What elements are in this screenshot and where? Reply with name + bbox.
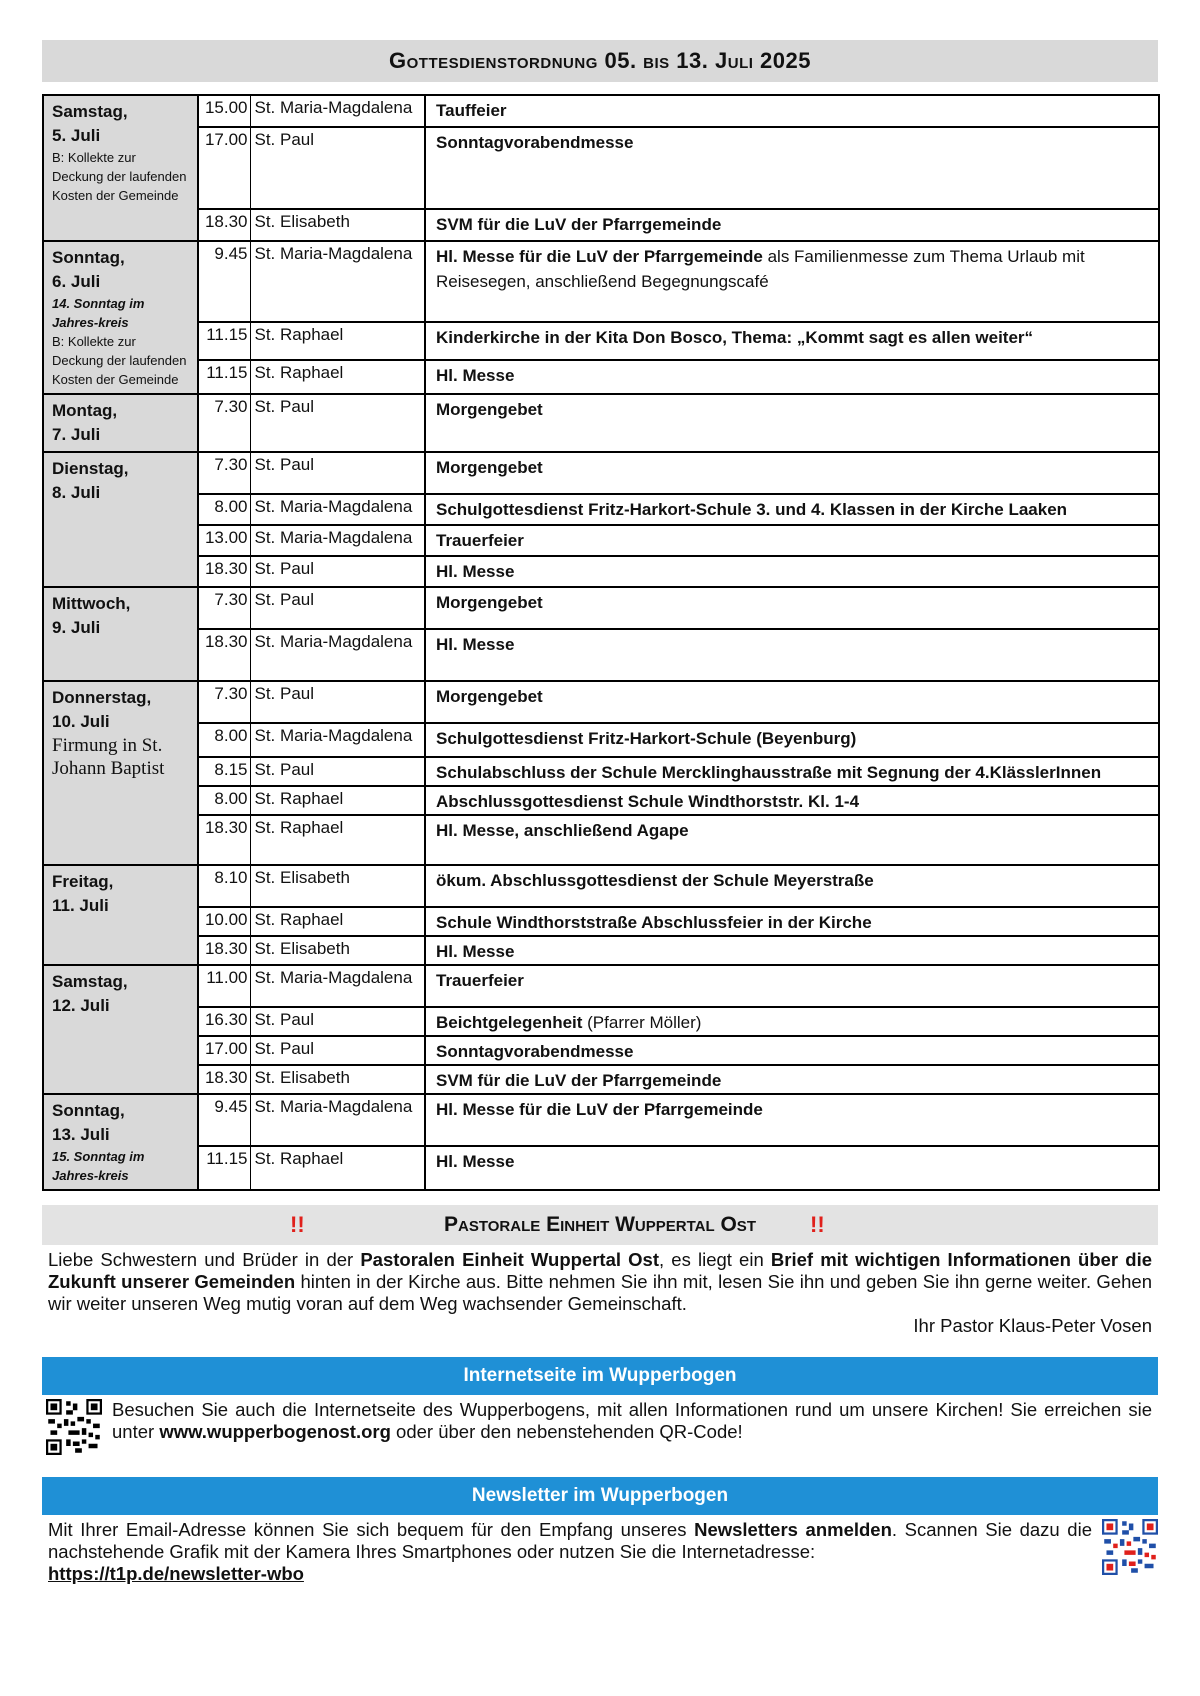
event-cell [425, 723, 1159, 757]
event-title: Schule Windthorststraße Abschlussfeier in der Kirche [436, 913, 872, 932]
event-cell [425, 95, 1159, 127]
event-cell [425, 681, 1159, 723]
pastoral-signature: Ihr Pastor Klaus-Peter Vosen [913, 1315, 1152, 1336]
time-cell: 11.15 [198, 322, 250, 360]
event-cell [425, 587, 1159, 629]
day-name: Sonntag, [52, 1101, 125, 1120]
event-title: Morgengebet [436, 593, 543, 612]
location-cell: St. Maria-Magdalena [250, 95, 425, 127]
newsletter-bold: Newsletters anmelden [694, 1519, 892, 1540]
pastoral-bold-1: Pastoralen Einheit Wuppertal Ost [360, 1249, 659, 1270]
time-cell: 9.45 [198, 241, 250, 322]
schedule-row [43, 95, 1159, 127]
location-cell: St. Paul [250, 394, 425, 452]
event-cell [425, 556, 1159, 587]
time-cell: 7.30 [198, 452, 250, 494]
location-cell: St. Maria-Magdalena [250, 494, 425, 525]
location-cell: St. Maria-Magdalena [250, 965, 425, 1007]
event-cell [425, 241, 1159, 322]
newsletter-qr-code-icon[interactable] [1102, 1519, 1158, 1575]
day-date: 6. Juli [52, 272, 101, 291]
schedule-row [43, 815, 1159, 865]
time-cell: 11.00 [198, 965, 250, 1007]
event-cell [425, 394, 1159, 452]
day-name: Sonntag, [52, 248, 125, 267]
newsletter-text [48, 1519, 1092, 1585]
time-cell: 7.30 [198, 587, 250, 629]
event-title: Morgengebet [436, 687, 543, 706]
event-title: Schulgottesdienst Fritz-Harkort-Schule 3. und 4. Klassen in der Kirche Laaken [436, 500, 1068, 519]
time-cell: 9.45 [198, 1094, 250, 1146]
day-name: Dienstag, [52, 459, 129, 478]
event-cell [425, 865, 1159, 907]
event-title: Hl. Messe [436, 942, 515, 961]
schedule-row [43, 209, 1159, 241]
day-date: 8. Juli [52, 483, 101, 502]
day-name: Mittwoch, [52, 594, 131, 613]
location-cell: St. Raphael [250, 322, 425, 360]
day-cell [43, 965, 198, 1094]
time-cell: 17.00 [198, 127, 250, 209]
schedule-row [43, 1146, 1159, 1190]
event-cell [425, 757, 1159, 786]
event-title: Schulgottesdienst Fritz-Harkort-Schule (Beyenburg) [436, 729, 857, 748]
event-cell [425, 360, 1159, 394]
exclamation-left: !! [290, 1212, 305, 1237]
day-name: Samstag, [52, 102, 128, 121]
event-title: Hl. Messe [436, 562, 515, 581]
schedule-row [43, 494, 1159, 525]
event-cell [425, 965, 1159, 1007]
newsletter-url-link[interactable]: https://t1p.de/newsletter-wbo [48, 1563, 304, 1584]
schedule-row [43, 1036, 1159, 1065]
schedule-row [43, 241, 1159, 322]
time-cell: 10.00 [198, 907, 250, 936]
event-cell [425, 907, 1159, 936]
location-cell: St. Maria-Magdalena [250, 1094, 425, 1146]
day-date: 10. Juli [52, 712, 110, 731]
day-cell [43, 394, 198, 452]
day-date: 5. Juli [52, 126, 101, 145]
day-cell [43, 587, 198, 681]
event-title: Beichtgelegenheit [436, 1013, 583, 1032]
day-cell [43, 865, 198, 965]
event-title: Hl. Messe, anschließend Agape [436, 821, 689, 840]
event-title: Hl. Messe für die LuV der Pfarrgemeinde [436, 1100, 763, 1119]
event-cell [425, 815, 1159, 865]
day-name: Montag, [52, 401, 118, 420]
schedule-row [43, 629, 1159, 681]
time-cell: 18.30 [198, 936, 250, 965]
schedule-row [43, 681, 1159, 723]
event-details: als Familienmesse zum Thema Urlaub mit Reisesegen, anschließend Begegnungscafé [436, 247, 1085, 291]
schedule-row [43, 127, 1159, 209]
internet-text [112, 1399, 1152, 1455]
event-title: Hl. Messe [436, 635, 515, 654]
day-collection-note: B: Kollekte zur Deckung der laufenden Kosten der Gemeinde [52, 150, 187, 203]
event-cell [425, 525, 1159, 556]
day-liturgical-note: 15. Sonntag im Jahres-kreis [52, 1149, 145, 1183]
event-title: Hl. Messe [436, 365, 515, 385]
event-title: Trauerfeier [436, 531, 524, 550]
location-cell: St. Maria-Magdalena [250, 241, 425, 322]
event-title: Hl. Messe [436, 1152, 515, 1171]
day-cell [43, 241, 198, 394]
location-cell: St. Paul [250, 587, 425, 629]
schedule-row [43, 556, 1159, 587]
event-cell [425, 209, 1159, 241]
time-cell: 18.30 [198, 556, 250, 587]
day-name: Freitag, [52, 872, 114, 891]
time-cell: 13.00 [198, 525, 250, 556]
schedule-row [43, 786, 1159, 815]
event-cell [425, 1146, 1159, 1190]
event-title: Morgengebet [436, 458, 543, 477]
time-cell: 8.10 [198, 865, 250, 907]
day-cell [43, 452, 198, 587]
internet-url-link[interactable]: www.wupperbogenost.org [159, 1421, 391, 1442]
location-cell: St. Maria-Magdalena [250, 723, 425, 757]
schedule-row [43, 322, 1159, 360]
location-cell: St. Raphael [250, 360, 425, 394]
newsletter-section [42, 1515, 1158, 1585]
event-title: Trauerfeier [436, 971, 524, 990]
location-cell: St. Paul [250, 127, 425, 209]
location-cell: St. Paul [250, 1036, 425, 1065]
event-cell [425, 629, 1159, 681]
pastoral-text-1: Liebe Schwestern und Brüder in der [48, 1249, 361, 1270]
day-date: 7. Juli [52, 425, 101, 444]
time-cell: 16.30 [198, 1007, 250, 1036]
event-cell [425, 1065, 1159, 1094]
day-cell [43, 1094, 198, 1190]
event-title: Sonntagvorabendmesse [436, 133, 634, 152]
event-title: Sonntagvorabendmesse [436, 1042, 634, 1061]
schedule-row [43, 723, 1159, 757]
newsletter-text-1: Mit Ihrer Email-Adresse können Sie sich bequem für den Empfang unseres [48, 1519, 695, 1540]
location-cell: St. Paul [250, 452, 425, 494]
event-details: (Pfarrer Möller) [582, 1013, 702, 1032]
qr-code-icon[interactable] [46, 1399, 102, 1455]
event-title: Abschlussgottesdienst Schule Windthorststr. Kl. 1-4 [436, 792, 860, 811]
location-cell: St. Paul [250, 757, 425, 786]
event-cell [425, 1094, 1159, 1146]
pastoral-heading: Pastorale Einheit Wuppertal Ost [444, 1213, 756, 1236]
time-cell: 7.30 [198, 394, 250, 452]
day-name: Samstag, [52, 972, 128, 991]
location-cell: St. Paul [250, 556, 425, 587]
pastoral-bold-2: Brief mit wichtigen Informationen über die Zukunft unserer Gemeinden [48, 1249, 1152, 1292]
event-title: ökum. Abschlussgottesdienst der Schule Meyerstraße [436, 871, 874, 890]
schedule-row [43, 1065, 1159, 1094]
schedule-row [43, 452, 1159, 494]
time-cell: 15.00 [198, 95, 250, 127]
day-name: Donnerstag, [52, 688, 152, 707]
day-date: 11. Juli [52, 896, 109, 915]
newsletter-text-2: . Scannen Sie dazu die nachstehende Grafik mit der Kamera Ihres Smartphones oder nutzen Sie die Internetadresse: [48, 1519, 1092, 1562]
schedule-row [43, 865, 1159, 907]
day-date: 13. Juli [52, 1125, 110, 1144]
schedule-row [43, 1007, 1159, 1036]
location-cell: St. Paul [250, 1007, 425, 1036]
location-cell: St. Raphael [250, 815, 425, 865]
event-title: Kinderkirche in der Kita Don Bosco, Thema: „Kommt sagt es allen weiter“ [436, 327, 1034, 347]
time-cell: 18.30 [198, 209, 250, 241]
time-cell: 11.15 [198, 1146, 250, 1190]
event-cell [425, 494, 1159, 525]
day-date: 12. Juli [52, 996, 110, 1015]
location-cell: St. Elisabeth [250, 209, 425, 241]
internet-heading: Internetseite im Wupperbogen [42, 1357, 1158, 1395]
location-cell: St. Raphael [250, 907, 425, 936]
day-special-note: Firmung in St. Johann Baptist [52, 735, 165, 779]
event-cell [425, 786, 1159, 815]
schedule-table [42, 94, 1160, 1191]
time-cell: 18.30 [198, 815, 250, 865]
page-title: Gottesdienstordnung 05. bis 13. Juli 2025 [42, 40, 1158, 82]
time-cell: 18.30 [198, 1065, 250, 1094]
internet-text-1: Besuchen Sie auch die Internetseite des Wupperbogens, mit allen Informationen rund um unsere Kirchen! Sie erreichen sie unter [112, 1399, 1152, 1442]
time-cell: 8.00 [198, 786, 250, 815]
day-liturgical-note: 14. Sonntag im Jahres-kreis [52, 296, 145, 330]
location-cell: St. Maria-Magdalena [250, 525, 425, 556]
schedule-row [43, 525, 1159, 556]
day-collection-note: B: Kollekte zur Deckung der laufenden Kosten der Gemeinde [52, 334, 187, 387]
location-cell: St. Paul [250, 681, 425, 723]
event-cell [425, 127, 1159, 209]
internet-text-2: oder über den nebenstehenden QR-Code! [390, 1421, 743, 1442]
day-cell [43, 95, 198, 241]
event-title: Schulabschluss der Schule Mercklinghausstraße mit Segnung der 4.KlässlerInnen [436, 763, 1102, 782]
time-cell: 11.15 [198, 360, 250, 394]
pastoral-text-2: , es liegt ein [659, 1249, 771, 1270]
pastoral-heading-bar [42, 1205, 1158, 1245]
time-cell: 18.30 [198, 629, 250, 681]
event-title: SVM für die LuV der Pfarrgemeinde [436, 1071, 722, 1090]
event-title: SVM für die LuV der Pfarrgemeinde [436, 215, 722, 234]
time-cell: 17.00 [198, 1036, 250, 1065]
schedule-row [43, 587, 1159, 629]
location-cell: St. Raphael [250, 786, 425, 815]
location-cell: St. Raphael [250, 1146, 425, 1190]
event-cell [425, 1007, 1159, 1036]
schedule-row [43, 1094, 1159, 1146]
time-cell: 8.00 [198, 494, 250, 525]
event-title: Morgengebet [436, 400, 543, 419]
schedule-row [43, 360, 1159, 394]
time-cell: 8.00 [198, 723, 250, 757]
day-cell [43, 681, 198, 865]
location-cell: St. Elisabeth [250, 865, 425, 907]
page [42, 40, 1158, 1585]
event-cell [425, 322, 1159, 360]
pastoral-text-3: hinten in der Kirche aus. Bitte nehmen Sie ihn mit, lesen Sie ihn und geben Sie ihn gerne weiter. Gehen wir weiter unseren Weg mutig voran auf dem Weg wachsender Gemeinschaft. [48, 1271, 1152, 1314]
event-cell [425, 936, 1159, 965]
event-title: Tauffeier [436, 101, 507, 120]
newsletter-heading: Newsletter im Wupperbogen [42, 1477, 1158, 1515]
event-cell [425, 452, 1159, 494]
internet-section [42, 1395, 1158, 1455]
schedule-row [43, 965, 1159, 1007]
schedule-row [43, 936, 1159, 965]
time-cell: 7.30 [198, 681, 250, 723]
location-cell: St. Elisabeth [250, 936, 425, 965]
event-cell [425, 1036, 1159, 1065]
location-cell: St. Maria-Magdalena [250, 629, 425, 681]
location-cell: St. Elisabeth [250, 1065, 425, 1094]
schedule-row [43, 394, 1159, 452]
schedule-row [43, 757, 1159, 786]
event-title: Hl. Messe für die LuV der Pfarrgemeinde [436, 247, 763, 266]
pastoral-text [42, 1249, 1158, 1315]
schedule-row [43, 907, 1159, 936]
exclamation-right: !! [810, 1212, 825, 1237]
day-date: 9. Juli [52, 618, 101, 637]
time-cell: 8.15 [198, 757, 250, 786]
